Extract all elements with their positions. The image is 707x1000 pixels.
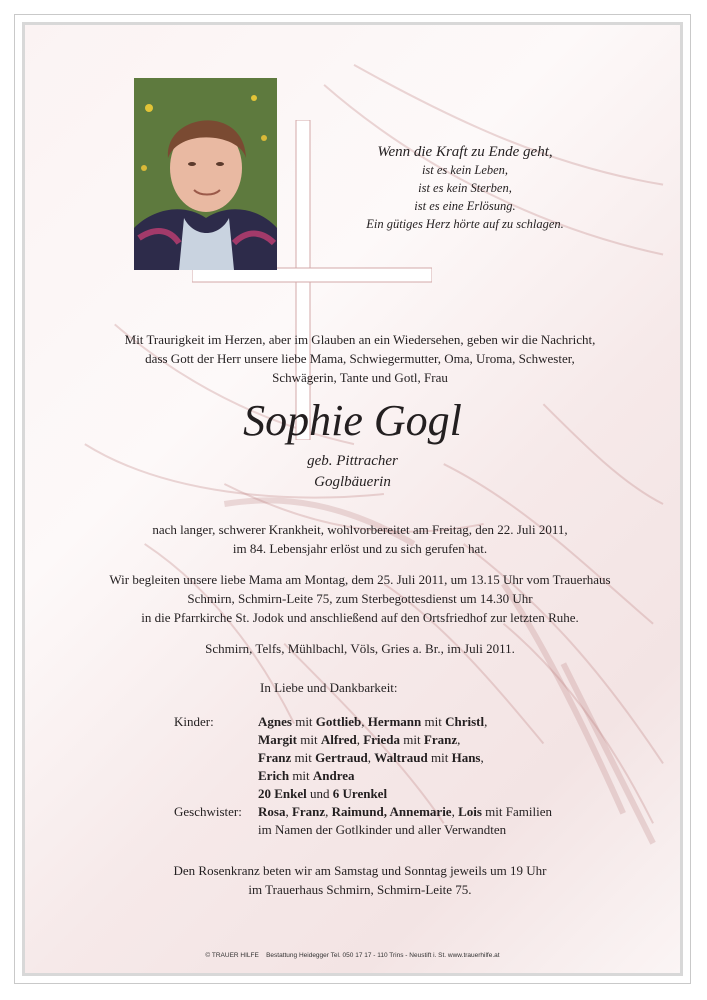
birth-name: geb. Pittracher: [307, 453, 398, 469]
comma: ,: [356, 732, 360, 747]
spouse-name: Gottlieb: [315, 714, 362, 729]
families-word: Familien: [505, 804, 552, 819]
word-mit: mit: [295, 714, 313, 729]
siblings-label: Geschwister:: [174, 804, 242, 819]
comma: ,: [325, 804, 329, 819]
word-mit: mit: [300, 732, 318, 747]
child-name: Agnes: [258, 714, 292, 729]
siblings-list: [258, 803, 552, 839]
child-name: Frieda: [363, 732, 401, 747]
funeral-line: Schmirn, Schmirn-Leite 75, zum Sterbegottesdienst um 14.30 Uhr: [187, 591, 533, 606]
footer: [25, 952, 680, 959]
sibling-name: Franz: [291, 804, 326, 819]
comma: ,: [457, 732, 461, 747]
children-row: [258, 713, 487, 731]
comma: ,: [367, 750, 372, 765]
siblings-row: [258, 803, 552, 821]
deceased-name: Sophie Gogl: [243, 396, 462, 445]
footer-brand: © TRAUER HILFE: [205, 952, 259, 959]
grandchildren-row: [258, 785, 487, 803]
funeral-details: [45, 570, 675, 627]
word-mit: mit: [403, 732, 421, 747]
children-row: [258, 731, 487, 749]
funeral-line: in die Pfarrkirche St. Jodok und anschließend auf den Ortsfriedhof zur letzten Ruhe.: [141, 610, 579, 625]
children-row: [258, 749, 487, 767]
footer-text: Bestattung Heidegger Tel. 050 17 17 - 110 Trins - Neustift i. St. www.trauerhilfe.at: [266, 952, 500, 959]
rosary-info: [45, 861, 675, 899]
grandchildren-count: 20 Enkel: [258, 786, 307, 801]
child-name: Hermann: [367, 714, 422, 729]
children-list: [258, 713, 487, 803]
portrait-photo: [134, 78, 277, 270]
comma: ,: [484, 714, 488, 729]
funeral-line: Wir begleiten unsere liebe Mama am Montag, dem 25. Juli 2011, um 13.15 Uhr vom Trauerhaus: [109, 572, 611, 587]
spouse-name: Franz: [423, 732, 458, 747]
godchildren-line: im Namen der Gotlkinder und aller Verwandten: [258, 822, 507, 837]
gratitude-line: In Liebe und Dankbarkeit:: [260, 680, 398, 695]
spouse-name: Christl: [445, 714, 485, 729]
place-date: Schmirn, Telfs, Mühlbachl, Völs, Gries a. Br., im Juli 2011.: [205, 641, 515, 656]
child-name: Margit: [258, 732, 297, 747]
children-row: [258, 767, 487, 785]
death-notice-line: nach langer, schwerer Krankheit, wohlvorbereitet am Freitag, den 22. Juli 2011,: [152, 522, 568, 537]
rosary-line: Den Rosenkranz beten wir am Samstag und Sonntag jeweils um 19 Uhr: [173, 863, 547, 878]
quote-line: ist es kein Sterben,: [418, 181, 512, 195]
word-mit: mit: [424, 714, 442, 729]
comma: ,: [361, 714, 365, 729]
comma: ,: [285, 804, 289, 819]
spouse-name: Alfred: [320, 732, 357, 747]
death-notice: [45, 520, 675, 558]
intro-line: dass Gott der Herr unsere liebe Mama, Schwiegermutter, Oma, Uroma, Schwester,: [145, 351, 575, 366]
sibling-name: Raimund, Annemarie: [331, 804, 452, 819]
word-mit: mit: [294, 750, 312, 765]
intro-line: Mit Traurigkeit im Herzen, aber im Glauben an ein Wiedersehen, geben wir die Nachricht,: [124, 332, 596, 347]
farm-name: Goglbäuerin: [314, 474, 391, 490]
intro-text: [55, 330, 665, 387]
memorial-quote: [315, 143, 615, 233]
spouse-name: Hans: [451, 750, 481, 765]
obituary-card: [14, 14, 691, 984]
word-und: und: [310, 786, 330, 801]
quote-line: Wenn die Kraft zu Ende geht,: [377, 144, 553, 160]
children-label: Kinder:: [174, 714, 214, 729]
word-mit: mit: [292, 768, 310, 783]
great-grandchildren-count: 6 Urenkel: [332, 786, 388, 801]
quote-line: Ein gütiges Herz hörte auf zu schlagen.: [366, 217, 564, 231]
death-notice-line: im 84. Lebensjahr erlöst und zu sich gerufen hat.: [232, 541, 488, 556]
comma: ,: [451, 804, 455, 819]
sibling-name: Lois: [458, 804, 482, 819]
child-name: Erich: [258, 768, 290, 783]
sibling-name: Rosa: [258, 804, 286, 819]
quote-line: ist es eine Erlösung.: [414, 199, 516, 213]
word-mit: mit: [431, 750, 449, 765]
child-name: Franz: [258, 750, 292, 765]
card-inner: [22, 22, 683, 976]
intro-line: Schwägerin, Tante und Gotl, Frau: [272, 370, 448, 385]
child-name: Waltraud: [374, 750, 428, 765]
rosary-line: im Trauerhaus Schmirn, Schmirn-Leite 75.: [248, 882, 472, 897]
word-mit: mit: [485, 804, 503, 819]
spouse-name: Gertraud: [315, 750, 368, 765]
comma: ,: [480, 750, 484, 765]
spouse-name: Andrea: [312, 768, 355, 783]
quote-line: ist es kein Leben,: [421, 163, 509, 177]
